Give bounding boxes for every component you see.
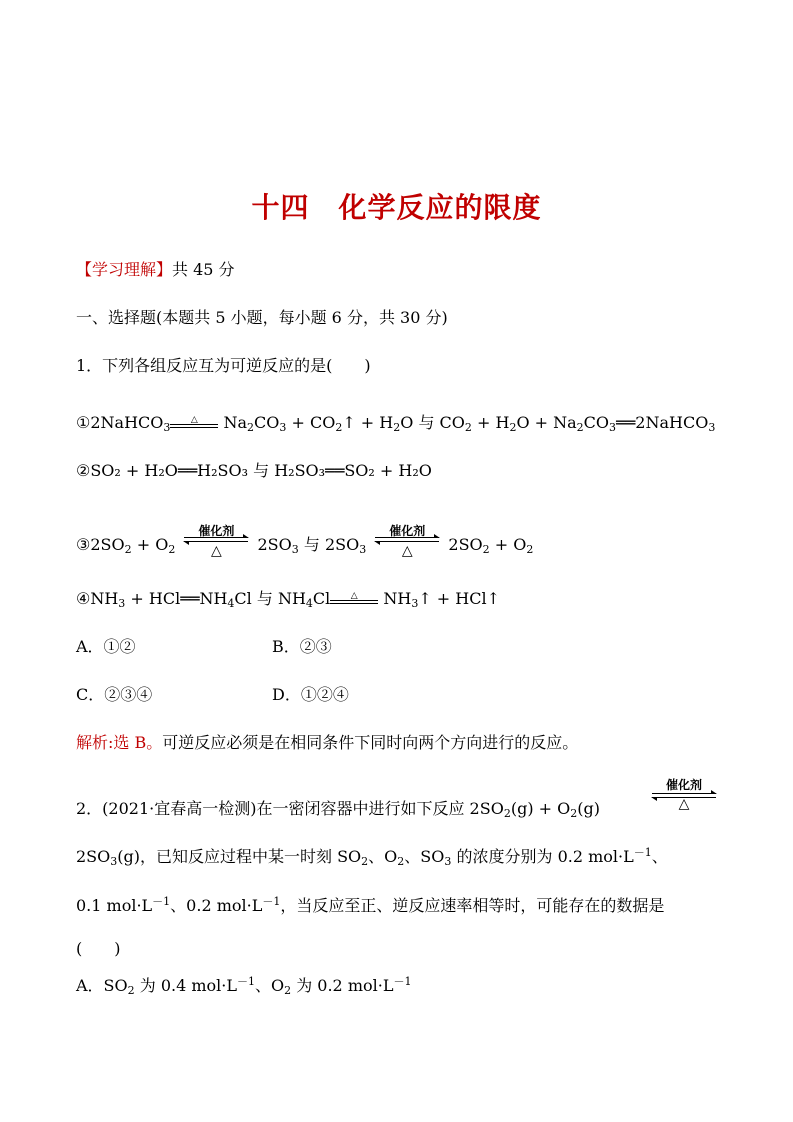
- section-header: [76, 259, 235, 281]
- heat-equals-sign: △: [330, 589, 378, 611]
- question-2-line-3: 0.1 $mol\cdot L^{-1}$、0.2 $mol\cdot L^{-1}$，当反应至正、逆反应速率相等时，可能存在的数据是: [76, 895, 665, 915]
- part-heading: 一、选择题(本题共 5 小题，每小题 6 分，共 30 分): [76, 308, 448, 327]
- catalyst-reversible-arrow: 催化剂 △: [648, 776, 720, 812]
- option-c: C．②③④: [76, 685, 153, 704]
- analysis-text: 可逆反应必须是在相同条件下同时向两个方向进行的反应。: [162, 733, 579, 752]
- option-a: A．①②: [76, 637, 136, 656]
- option-b: B．②③: [272, 637, 332, 656]
- question-2-blank: ( ): [76, 939, 121, 958]
- question-2-option-a: A．$SO_2$ 为 0.4 $mol\cdot L^{-1}$、$O_2$ 为 0.2 $mol\cdot L^{-1}$: [76, 975, 412, 997]
- analysis: [76, 732, 578, 754]
- page-title: 十四 化学反应的限度: [251, 191, 542, 224]
- section-score: 共 45 分: [172, 260, 235, 279]
- question-2-line-1: 2．(2021·宜春高一检测)在一密闭容器中进行如下反应 $2SO_2(g) + O_2(g)$: [76, 799, 600, 820]
- heat-equals-sign: △: [170, 413, 218, 435]
- section-tag: 【学习理解】: [76, 260, 173, 279]
- catalyst-reversible-arrow: 催化剂 △: [371, 520, 443, 556]
- reaction-3: $③2SO_2 + O_2$ 催化剂 △ $2SO_3$ 与 $2SO_3$ 催化剂 △ $2SO_2 + O_2$: [76, 520, 533, 556]
- analysis-label: 解析:选 B。: [76, 733, 163, 752]
- reaction-1: ①2NaHCO$_3$ △ $Na_2CO_3$ + $CO_2↑ + H_2O$ 与 $CO_2 + H_2O$ + $Na_2CO_3══2NaHCO_3$: [76, 413, 716, 434]
- catalyst-reversible-arrow: 催化剂 △: [180, 520, 252, 556]
- reaction-2: ②SO₂ + H₂O══H₂SO₃ 与 H₂SO₃══SO₂ + H₂O: [76, 461, 432, 480]
- option-d: D．①②④: [272, 685, 349, 704]
- reaction-4: $④NH_3$ + $HCl══NH_4Cl$ 与 $NH_4Cl$ △ $NH_3↑$ + HCl↑: [76, 589, 501, 610]
- question-2-line-2: $2SO_3(g)$，已知反应过程中某一时刻 $SO_2$、$O_2$、$SO_3$ 的浓度分别为 0.2 $mol\cdot L^{-1}$、: [76, 846, 668, 868]
- question-1-stem: 1．下列各组反应互为可逆反应的是( ): [76, 356, 371, 375]
